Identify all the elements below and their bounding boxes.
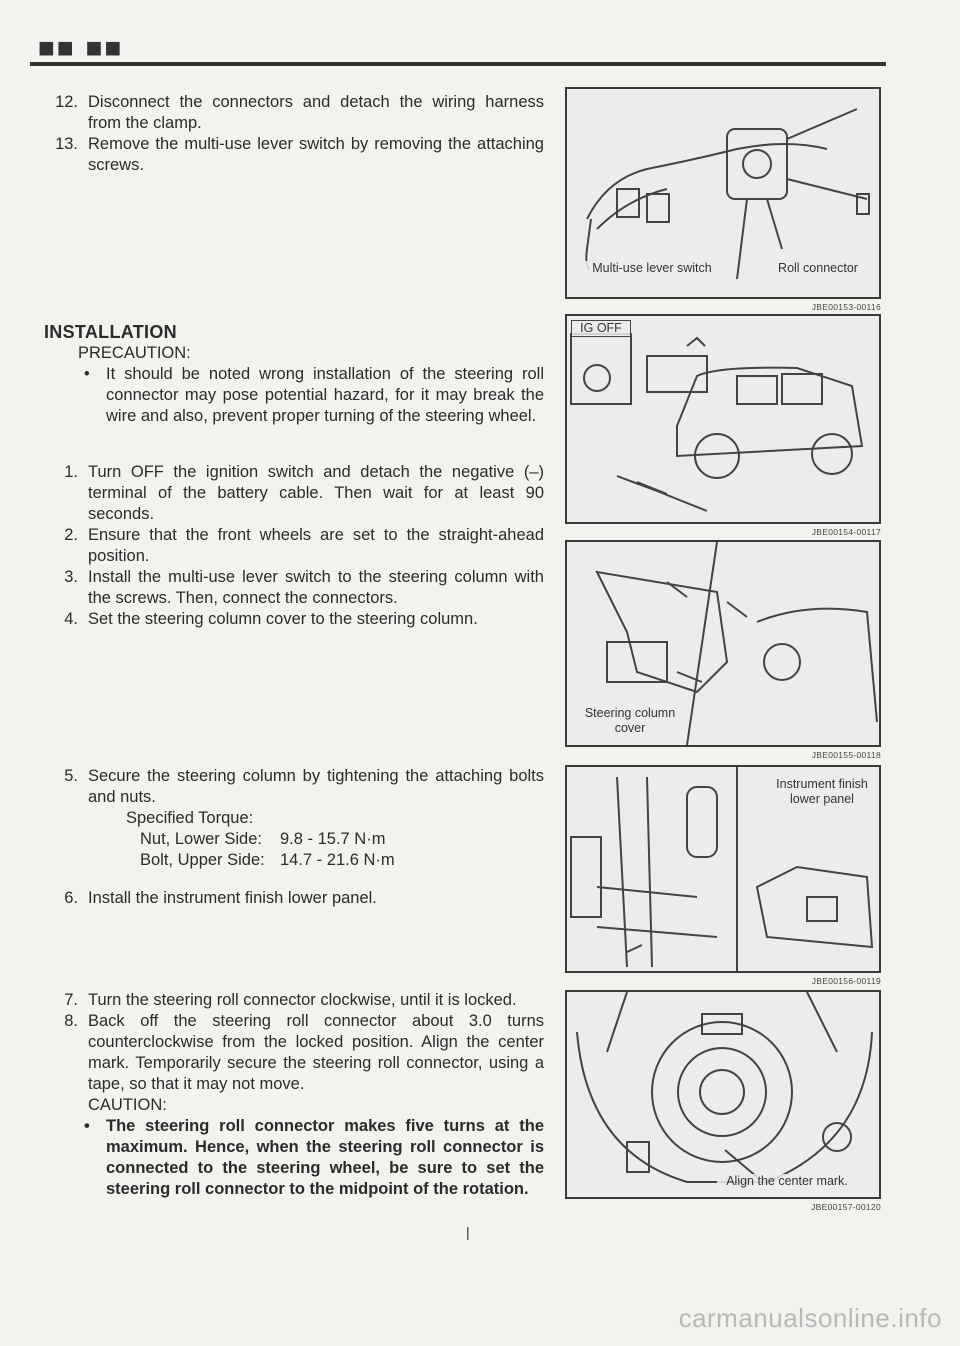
car-battery-illustration — [567, 316, 879, 522]
figure-code: JBE00156-00119 — [811, 976, 881, 986]
figure-battery-ig-off — [565, 314, 881, 524]
list-item — [44, 567, 544, 609]
figure-code: JBE00155-00118 — [811, 750, 881, 760]
step-text: Turn the steering roll connector clockwise, until it is locked. — [88, 991, 517, 1009]
step-text: Secure the steering column by tightening the attaching bolts and nuts. — [88, 767, 544, 806]
list-item — [44, 525, 544, 567]
bullet-text: It should be noted wrong installation of the steering roll connector may pose potential hazard, for it may break the wire and also, prevent proper turning of the steering wheel. — [106, 365, 544, 425]
step-number: 8. — [64, 1012, 78, 1030]
step-number: 2. — [64, 526, 78, 544]
torque-value: 14.7 - 21.6 N·m — [280, 851, 395, 869]
figure-label: Multi-use lever switch — [577, 261, 727, 276]
step-number: 7. — [64, 991, 78, 1009]
figure-label: Roll connector — [763, 261, 873, 276]
step-number: 1. — [64, 463, 78, 481]
list-item — [44, 1011, 544, 1095]
step-text: Back off the steering roll connector about 3.0 turns counterclockwise from the locked position. Align the center mark. Temporarily secure the steering roll connector, using a tape, so that it may not move. — [88, 1012, 544, 1093]
roll-connector-illustration — [567, 992, 879, 1197]
list-item — [44, 990, 544, 1011]
list-item — [44, 462, 544, 525]
ig-off-label: IG OFF — [571, 320, 631, 337]
step-6 — [44, 888, 544, 909]
figure-code: JBE00154-00117 — [811, 527, 881, 537]
watermark: carmanualsonline.info — [678, 1303, 942, 1333]
torque-table — [140, 829, 544, 871]
precaution-bullet — [84, 364, 544, 427]
figure-code: JBE00153-00116 — [811, 302, 881, 312]
steps-bottom — [44, 990, 544, 1200]
step-text: Install the multi-use lever switch to the steering column with the screws. Then, connect the connectors. — [88, 568, 544, 607]
step-text: Remove the multi-use lever switch by removing the attaching screws. — [88, 135, 544, 174]
figure-code: JBE00157-00120 — [811, 1202, 881, 1212]
page-mark: | — [466, 1224, 470, 1240]
precaution-label: PRECAUTION: — [78, 344, 191, 362]
header-mark: ■■ ■■ — [38, 40, 124, 56]
step-text: Turn OFF the ignition switch and detach the negative (–) terminal of the battery cable. Then wait for at least 90 seconds. — [88, 463, 544, 523]
list-item — [44, 766, 544, 808]
step-number: 12. — [55, 93, 78, 111]
step-number: 6. — [64, 889, 78, 907]
step-5 — [44, 766, 544, 871]
step-text: Install the instrument finish lower panel. — [88, 889, 377, 907]
step-number: 13. — [55, 135, 78, 153]
step-number: 4. — [64, 610, 78, 628]
bullet-dot: • — [84, 365, 90, 383]
step-text: Ensure that the front wheels are set to the straight-ahead position. — [88, 526, 544, 565]
figure-label: Align the center mark. — [717, 1174, 857, 1189]
list-item — [44, 134, 544, 176]
step-text: Set the steering column cover to the steering column. — [88, 610, 478, 628]
steps-install — [44, 462, 544, 630]
figure-instrument-panel — [565, 765, 881, 973]
bullet-text: The steering roll connector makes five turns at the maximum. Hence, when the steering roll connector is connected to the steering wheel, be sure to set the steering roll connector to the midpoint of the rotation. — [106, 1117, 544, 1198]
torque-name: Bolt, Upper Side: — [140, 851, 265, 869]
list-item — [44, 92, 544, 134]
bullet-dot: • — [84, 1117, 90, 1135]
list-item — [44, 609, 544, 630]
torque-value: 9.8 - 15.7 N·m — [280, 830, 386, 848]
torque-label: Specified Torque: — [126, 809, 254, 827]
figure-label: Instrument finish lower panel — [767, 777, 877, 807]
step-number: 3. — [64, 568, 78, 586]
torque-name: Nut, Lower Side: — [140, 830, 262, 848]
section-heading: INSTALLATION — [44, 322, 177, 342]
step-number: 5. — [64, 767, 78, 785]
list-item — [44, 888, 544, 909]
figure-label: Steering column cover — [575, 706, 685, 736]
steps-top — [44, 92, 544, 176]
installation-section — [44, 322, 544, 427]
caution-label: CAUTION: — [88, 1096, 167, 1114]
caution-bullet — [84, 1116, 544, 1200]
step-text: Disconnect the connectors and detach the wiring harness from the clamp. — [88, 93, 544, 132]
figure-multi-use-lever-switch — [565, 87, 881, 299]
figure-roll-connector-center — [565, 990, 881, 1199]
figure-column-cover — [565, 540, 881, 747]
top-rule — [30, 62, 886, 66]
